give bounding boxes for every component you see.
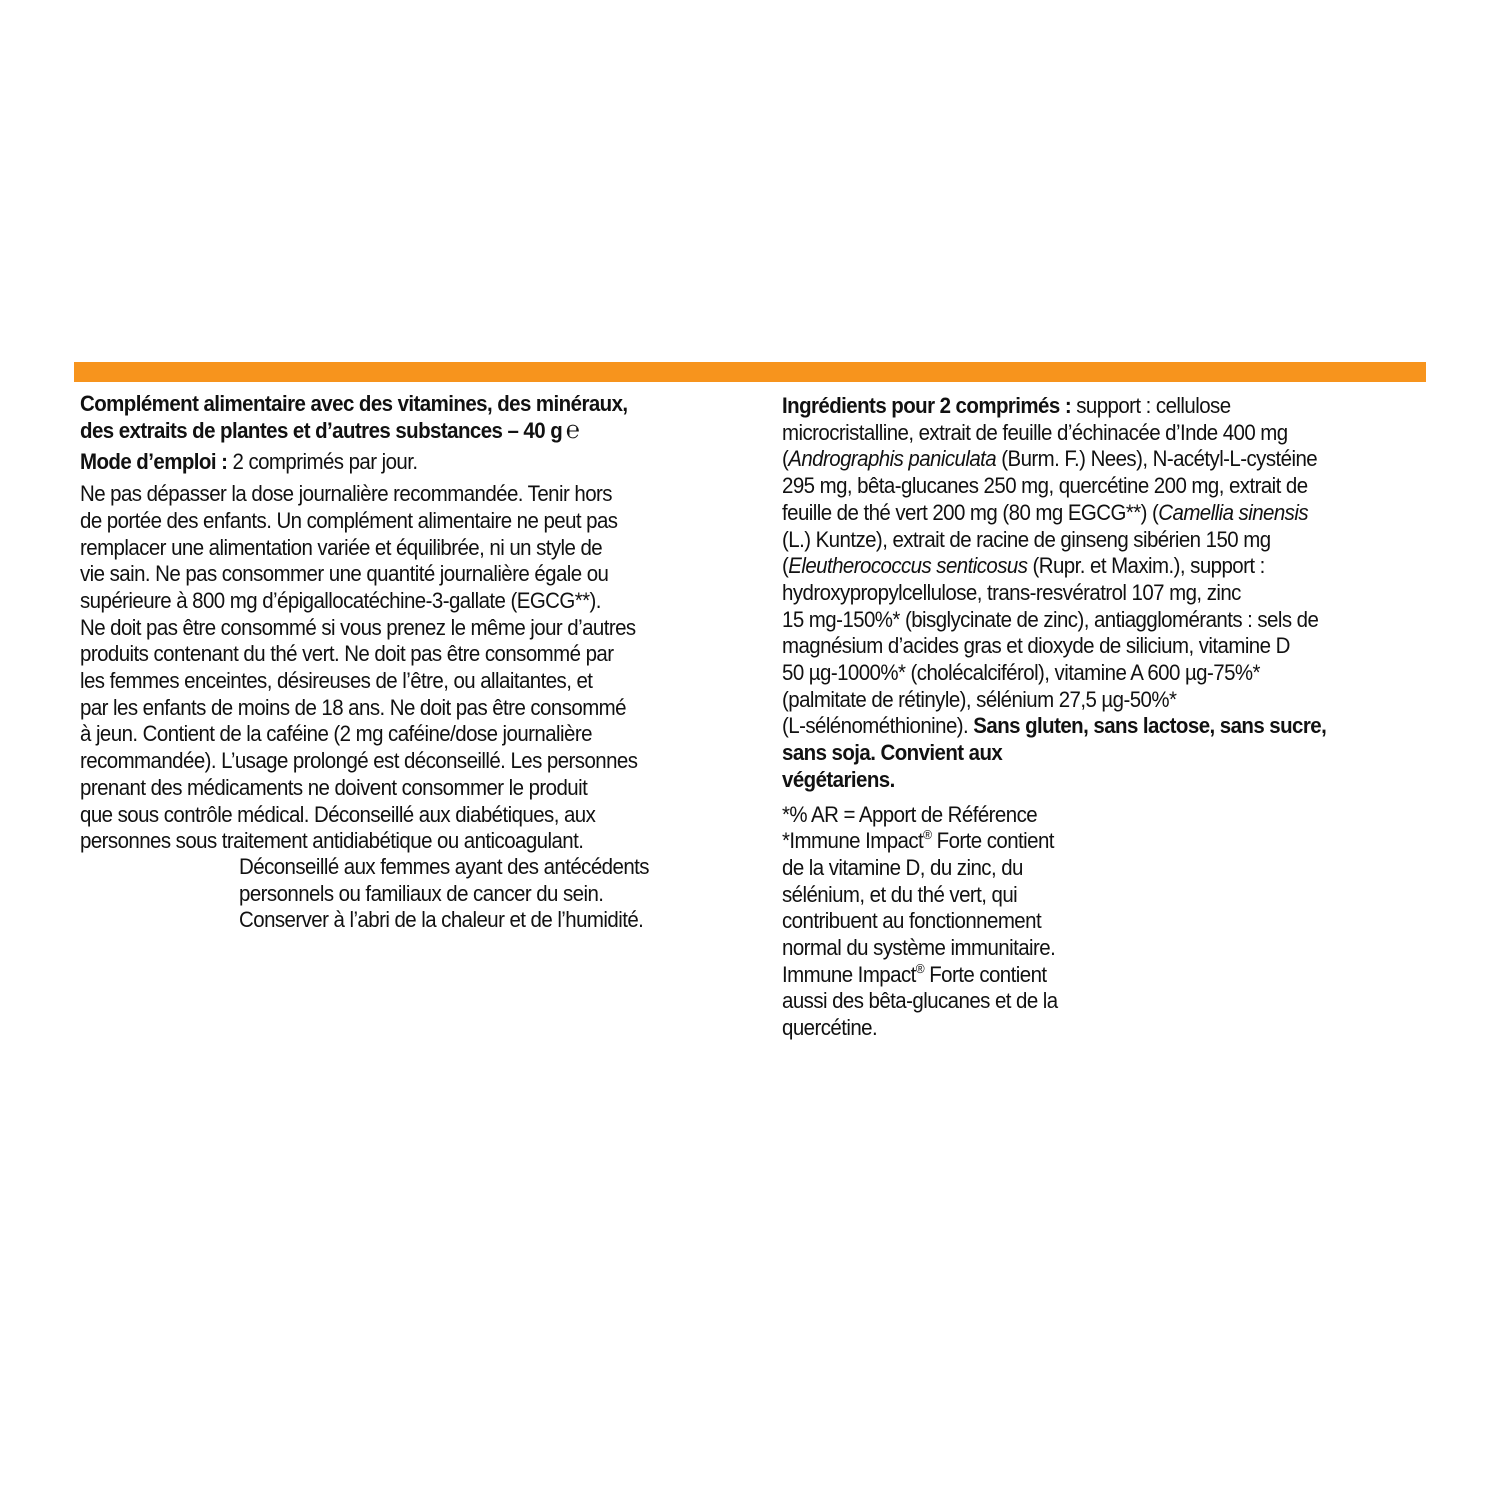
indented-line: Déconseillé aux femmes ayant des antécédents [239, 853, 649, 879]
claim-line [782, 962, 1098, 989]
warning-line: prenant des médicaments ne doivent consommer le produit [80, 774, 588, 800]
claim-line: sélénium, et du thé vert, qui [782, 881, 1018, 907]
reference-intake-note: *% AR = Apport de Référence [782, 801, 1038, 827]
ingredients-line: (palmitate de rétinyle), sélénium 27,5 µg-50%* [782, 686, 1177, 712]
title-line-1: Complément alimentaire avec des vitamines, des minéraux, [80, 391, 628, 416]
warning-line: que sous contrôle médical. Déconseillé aux diabétiques, aux [80, 801, 596, 827]
warning-line: remplacer une alimentation variée et équilibrée, ni un style de [80, 534, 603, 560]
indented-line: personnels ou familiaux de cancer du sein. [239, 880, 604, 906]
ingredients-line [782, 553, 1414, 580]
claim-line: de la vitamine D, du zinc, du [782, 854, 1023, 880]
registered-mark: ® [923, 828, 932, 843]
claim-line [782, 828, 1098, 855]
ar-note [782, 802, 1414, 829]
latin-name: Camellia sinensis [1158, 499, 1309, 525]
ingredients-label: Ingrédients pour 2 comprimés : [782, 393, 1072, 418]
ingredients-line: (L.) Kuntze), extrait de racine de ginseng sibérien 150 mg [782, 526, 1271, 552]
ingredients-text: (Burm. F.) Nees), N-acétyl-L-cystéine [996, 446, 1318, 472]
claim-text: Forte contient [931, 828, 1054, 854]
ingredients-line: hydroxypropylcellulose, trans-resvératrol 107 mg, zinc [782, 579, 1241, 605]
warning-line: vie sain. Ne pas consommer une quantité journalière égale ou [80, 561, 609, 587]
ingredients-text: ( [782, 446, 789, 472]
claim-line: quercétine. [782, 1015, 878, 1041]
ingredients-text: (Rupr. et Maxim.), support : [1027, 553, 1265, 579]
ingredients-text: ( [782, 553, 789, 579]
warning-line: Ne pas dépasser la dose journalière recommandée. Tenir hors [80, 481, 612, 507]
warning-line: supérieure à 800 mg d’épigallocatéchine-3-gallate (EGCG**). [80, 587, 601, 613]
warning-line: Ne doit pas être consommé si vous prenez le même jour d’autres [80, 614, 636, 640]
warning-line: par les enfants de moins de 18 ans. Ne doit pas être consommé [80, 694, 626, 720]
ingredients-line [782, 446, 1414, 473]
allergen-statement: Sans gluten, sans lactose, sans sucre, [973, 713, 1327, 739]
left-column [80, 391, 731, 934]
health-claims [782, 828, 1098, 1042]
estimated-sign-icon: ℮ [565, 415, 580, 444]
claim-text: Forte contient [924, 961, 1047, 987]
allergen-statement: végétariens. [782, 766, 895, 792]
ingredients-line: 295 mg, bêta-glucanes 250 mg, quercétine 200 mg, extrait de [782, 473, 1308, 499]
warning-line: recommandée). L’usage prolongé est déconseillé. Les personnes [80, 748, 638, 774]
warning-line: personnes sous traitement antidiabétique ou anticoagulant. [80, 828, 584, 854]
latin-name: Eleutherococcus senticosus [788, 553, 1028, 579]
title-line-2 [80, 415, 731, 445]
ingredients-text: feuille de thé vert 200 mg (80 mg EGCG**) ( [782, 499, 1159, 525]
claim-line: contribuent au fonctionnement [782, 908, 1042, 934]
usage-value: 2 comprimés par jour. [232, 449, 418, 475]
ingredients-line: 50 µg-1000%* (cholécalciférol), vitamine A 600 µg-75%* [782, 660, 1260, 686]
right-column [782, 393, 1414, 1042]
ingredients-line [782, 500, 1414, 527]
ingredients-line: magnésium d’acides gras et dioxyde de silicium, vitamine D [782, 633, 1290, 659]
title-line-2-text: des extraits de plantes et d’autres substances – 40 g [80, 417, 563, 443]
usage-instructions [80, 449, 731, 476]
warning-line: de portée des enfants. Un complément alimentaire ne peut pas [80, 507, 618, 533]
ingredients-text: (L-sélénométhionine). [782, 713, 969, 739]
brand-name: Immune Impact [782, 961, 916, 987]
brand-name: *Immune Impact [782, 828, 924, 854]
warnings-block [80, 481, 731, 855]
orange-header-bar [74, 362, 1426, 382]
claim-line: normal du système immunitaire. [782, 935, 1056, 961]
storage-warnings [80, 854, 731, 934]
ingredients-line [782, 713, 1414, 740]
warning-line: produits contenant du thé vert. Ne doit pas être consommé par [80, 641, 614, 667]
warning-line: les femmes enceintes, désireuses de l’être, ou allaitantes, et [80, 668, 593, 694]
warning-line: à jeun. Contient de la caféine (2 mg caféine/dose journalière [80, 721, 592, 747]
ingredients-text: support : cellulose [1076, 393, 1231, 418]
ingredients-block [782, 393, 1414, 794]
indented-line: Conserver à l’abri de la chaleur et de l’humidité. [239, 907, 644, 933]
product-title [80, 391, 731, 444]
registered-mark: ® [915, 960, 925, 976]
ingredients-line [782, 393, 1414, 420]
ingredients-line: 15 mg-150%* (bisglycinate de zinc), antiagglomérants : sels de [782, 606, 1319, 632]
latin-name: Andrographis paniculata [788, 446, 997, 472]
usage-label: Mode d’emploi : [80, 449, 228, 475]
allergen-statement: sans soja. Convient aux [782, 740, 1003, 766]
ingredients-line: microcristalline, extrait de feuille d’échinacée d’Inde 400 mg [782, 419, 1288, 445]
claim-line: aussi des bêta-glucanes et de la [782, 988, 1058, 1014]
